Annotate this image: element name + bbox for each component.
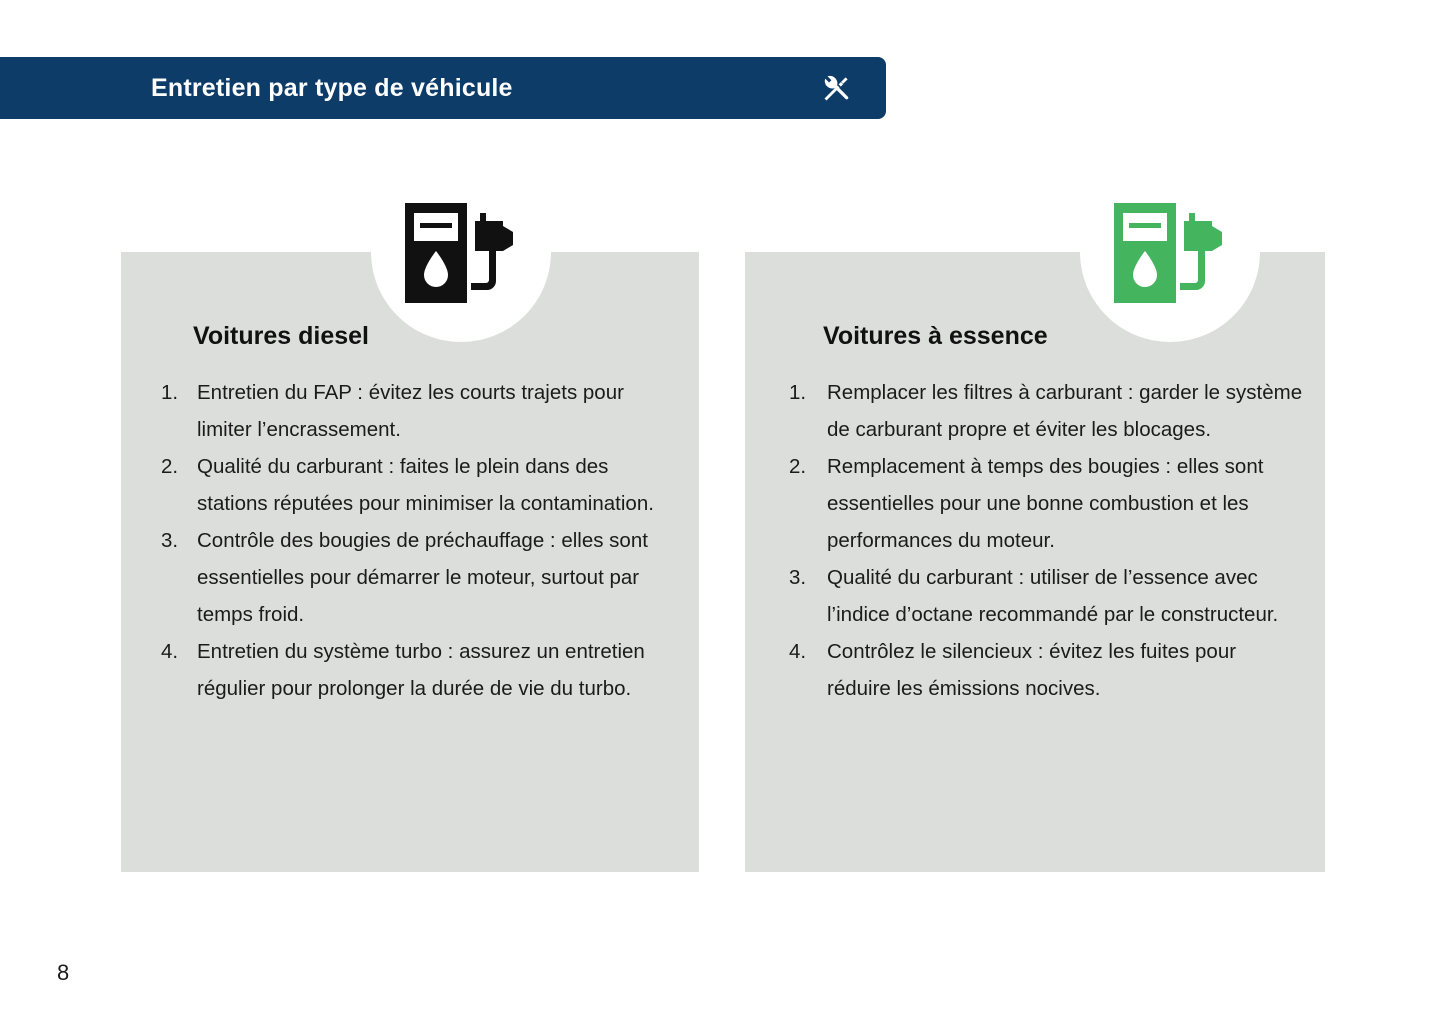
fuel-pump-icon-petrol	[1080, 162, 1260, 342]
list-item: Entretien du système turbo : assurez un entretien régulier pour prolonger la durée de vie du turbo.	[197, 640, 645, 700]
card-petrol-title: Voitures à essence	[823, 322, 1048, 350]
list-item: Qualité du carburant : utiliser de l’essence avec l’indice d’octane recommandé par le constructeur.	[827, 566, 1279, 626]
card-petrol-list	[777, 374, 1305, 707]
fuel-pump-icon-diesel	[371, 162, 551, 342]
card-diesel-list	[151, 374, 675, 707]
page-title: Entretien par type de véhicule	[151, 73, 513, 102]
card-diesel-title: Voitures diesel	[193, 322, 369, 350]
page-number: 8	[57, 960, 70, 985]
list-item: Remplacement à temps des bougies : elles sont essentielles pour une bonne combustion et les performances du moteur.	[827, 455, 1264, 552]
list-item: Contrôlez le silencieux : évitez les fuites pour réduire les émissions nocives.	[827, 640, 1237, 700]
card-diesel	[121, 252, 699, 872]
list-item: Qualité du carburant : faites le plein dans des stations réputées pour minimiser la contamination.	[197, 455, 654, 515]
card-petrol	[745, 252, 1325, 872]
list-item: Entretien du FAP : évitez les courts trajets pour limiter l’encrassement.	[197, 381, 624, 441]
list-item: Remplacer les filtres à carburant : garder le système de carburant propre et éviter les blocages.	[827, 381, 1303, 441]
list-item: Contrôle des bougies de préchauffage : elles sont essentielles pour démarrer le moteur, surtout par temps froid.	[197, 529, 648, 626]
